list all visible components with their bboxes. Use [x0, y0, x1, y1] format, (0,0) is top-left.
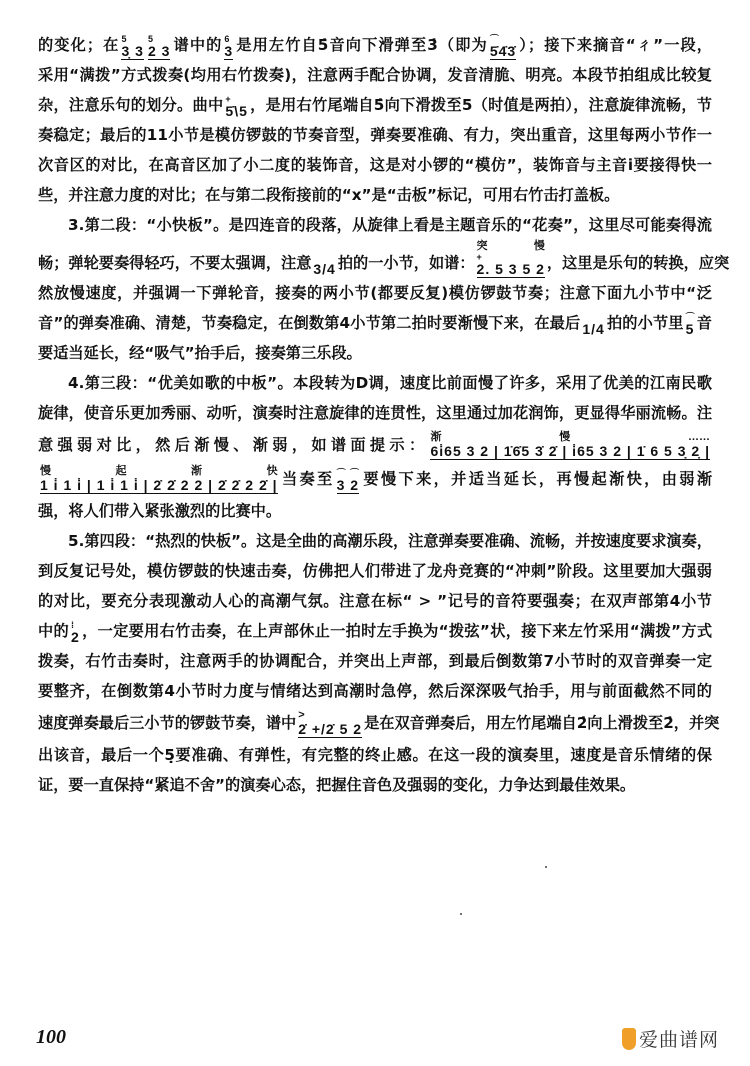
text-line — [38, 338, 712, 368]
music-notation — [337, 469, 359, 494]
notation-notes: 6i̇65 3 2 | 1̇6̇5 3̇ 2̇ | i̇65 3 2 | 1̇ 6 5 3̣ 2̣ | — [430, 443, 710, 459]
notation-notes: 1 i̇ 1 i̇ | 1 i̇ 1 i̇ | 2̇ 2̇ 2 2 | 2̇ 2̇ 2 2̇ | — [40, 477, 278, 493]
notation-notes: 5̇4̇3̇ — [489, 43, 517, 59]
text-run: 旋律，使音乐更加秀丽、动听，演奏时注意旋律的连贯性，这里通过加花润饰，更显得华丽流畅。注 — [38, 404, 712, 422]
paragraph — [38, 30, 712, 210]
music-notation — [430, 431, 710, 460]
text-line — [38, 90, 712, 120]
music-notation — [313, 253, 335, 277]
text-run: 是用左竹自5̇音向下滑弹至3̇（即为 — [235, 36, 488, 54]
music-notation — [148, 35, 170, 60]
text-run: 谱中的 — [172, 36, 223, 54]
tempo-marking: 慢起渐快 — [40, 465, 278, 477]
text-run: 要适当延长，经“吸气”抬手后，接奏第三乐段。 — [38, 344, 362, 362]
text-line — [38, 770, 712, 800]
text-run: 次音区的对比，在高音区加了小二度的装饰音，这是对小锣的“模仿”，装饰音与主音i̇要接得快一 — [38, 156, 712, 174]
tempo-marking: > — [298, 709, 305, 721]
music-notation — [477, 240, 545, 278]
music-notation — [582, 313, 604, 337]
text-run: 些，并注意力度的对比；在与第二段衔接前的“x”是“击板”标记，可用右竹击打盖板。 — [38, 186, 620, 204]
notation-notes: 3 2 — [336, 477, 360, 493]
notation-notes: 2 3 — [147, 43, 171, 59]
paragraph — [38, 368, 712, 526]
music-notation — [121, 35, 143, 60]
text-run: 音 — [696, 314, 712, 332]
text-line — [38, 120, 712, 150]
text-run: 4.第三段：“优美如歌的中板”。本段转为D调，速度比前面慢了许多，采用了优美的江南民歌 — [68, 374, 712, 392]
music-notation — [224, 35, 233, 60]
ornament-mark: ⌒ — [685, 312, 695, 322]
text-run: 当奏至 — [279, 470, 335, 488]
notation-notes: 2̇ +/2̇ 5 2 — [298, 721, 363, 737]
tempo-marking: 突慢 — [476, 240, 545, 252]
notation-notes: 5 — [685, 321, 695, 337]
text-line — [38, 368, 712, 398]
ornament-mark: ⌒ — [489, 34, 499, 44]
text-run: 意强弱对比，然后渐慢、渐弱，如谱面提示： — [38, 436, 429, 454]
notation-notes: 1/4 — [582, 321, 605, 337]
notation-notes: 3̣ 3 — [121, 43, 144, 59]
music-notation — [71, 621, 80, 645]
notation-notes: 3/4 — [313, 261, 336, 277]
ornament-mark: 5 — [147, 34, 153, 44]
music-notation — [40, 465, 278, 494]
notation-notes: 2. 5 3 5 2 — [476, 261, 545, 277]
text-run: 畅；弹轮要奏得轻巧，不要太强调，注意 — [38, 254, 312, 272]
text-run: 5.第四段：“热烈的快板”。这是全曲的高潮乐段，注意弹奏要准确、流畅，并按速度要求演奏， — [68, 532, 712, 550]
paragraph — [38, 210, 730, 368]
text-run: 的对比，要充分表现激动人心的高潮气氛。注意在标“ > ”记号的音符要强奏；在双声部第4小节 — [38, 592, 712, 610]
text-run: 奏稳定；最后的11小节是模仿锣鼓的节奏音型，弹奏要准确、有力，突出重音，这里每两小节作一 — [38, 126, 712, 144]
text-run: 3.第二段：“小快板”。是四连音的段落，从旋律上看是主题音乐的“花奏”，这里尽可能奏得流 — [68, 216, 712, 234]
text-line — [38, 526, 712, 556]
music-notation — [225, 95, 247, 119]
text-run: 的变化；在 — [38, 36, 120, 54]
text-line — [38, 308, 712, 338]
text-line — [38, 646, 712, 676]
music-notation — [490, 35, 516, 60]
watermark — [622, 1025, 719, 1052]
text-run: 拍的小节里 — [606, 314, 684, 332]
text-run: 要慢下来，并适当延长，再慢起渐快，由弱渐 — [361, 470, 713, 488]
text-line — [38, 740, 712, 770]
text-run: 速度弹奏最后三小节的锣鼓节奏，谱中 — [38, 714, 297, 732]
text-run: 采用“满拨”方式拨奏(均用右竹拨奏)，注意两手配合协调，发音清脆、明亮。本段节拍组成比较复 — [38, 66, 712, 84]
text-line — [38, 556, 712, 586]
notation-notes: 2 — [71, 629, 80, 645]
watermark-text: 爱曲谱网 — [639, 1029, 720, 1051]
text-run: 然放慢速度，并强调一下弹轮音，接奏的两小节(都要反复)模仿锣鼓节奏；注意下面九小节中“泛 — [38, 284, 712, 302]
text-line — [38, 30, 712, 60]
tempo-marking: 渐慢…… — [430, 431, 710, 443]
music-notation — [298, 709, 362, 738]
text-line — [38, 398, 712, 428]
text-run: ，一定要用右竹击奏，在上声部休止一拍时左手换为“拨弦”状，接下来左竹采用“满拨”方式 — [81, 622, 713, 640]
text-run: 杂，注意乐句的划分。曲中 — [38, 96, 224, 114]
notation-notes: 3 — [224, 43, 234, 59]
ornament-mark: + — [225, 94, 231, 104]
ornament-mark: 5 — [121, 34, 127, 44]
article-body — [38, 30, 730, 800]
text-line — [38, 180, 712, 210]
ornament-mark: ⌒⌒ — [336, 468, 360, 478]
text-run: ，这里是乐句的转换，应突 — [546, 254, 730, 272]
text-run: 拨奏，右竹击奏时，注意两手的协调配合，并突出上声部，到最后倒数第7小节时的双音弹奏一定 — [38, 652, 712, 670]
music-note-logo-icon — [622, 1028, 636, 1050]
text-line — [38, 60, 712, 90]
scan-speck — [545, 866, 547, 868]
text-line — [38, 586, 712, 616]
text-run: 到反复记号处，模仿锣鼓的快速击奏，仿佛把人们带进了龙舟竞赛的“冲刺”阶段。这里要加大强弱 — [38, 562, 712, 580]
text-line — [38, 496, 712, 526]
scan-speck — [460, 913, 462, 915]
text-line — [38, 428, 712, 462]
ornament-mark: 6 — [224, 34, 230, 44]
text-line — [38, 676, 712, 706]
text-line — [38, 462, 712, 496]
paragraph — [38, 526, 720, 800]
text-run: 中的 — [38, 622, 70, 640]
text-run: 是在双音弹奏后，用左竹尾端自2̇向上滑拨至2̇，并突 — [364, 714, 720, 732]
text-line — [38, 210, 712, 240]
text-line — [38, 240, 730, 278]
text-run: 证，要一直保持“紧追不舍”的演奏心态，把握住音色及强弱的变化，力争达到最佳效果。 — [38, 776, 636, 794]
notation-notes: 5̇\5 — [225, 103, 248, 119]
text-line — [38, 278, 712, 308]
text-run: 出该音，最后一个5̣要准确、有弹性，有完整的终止感。在这一段的演奏里，速度是音乐情绪的保 — [38, 746, 712, 764]
text-run: 拍的一小节，如谱： — [337, 254, 475, 272]
text-run: 要整齐，在倒数第4小节时力度与情绪达到高潮时急停，然后深深吸气抬手，用与前面截然不同的 — [38, 682, 712, 700]
ornament-mark: + — [476, 252, 482, 262]
text-line — [38, 706, 720, 740]
text-line — [38, 616, 712, 646]
ornament-mark: ⁞ — [71, 620, 75, 630]
text-run: 音”的弹奏准确、清楚，节奏稳定，在倒数第4小节第二拍时要渐慢下来，在最后 — [38, 314, 581, 332]
page-number: 100 — [36, 1026, 66, 1048]
text-run: ）；接下来摘音“ㄔ”一段， — [518, 36, 712, 54]
music-notation — [686, 313, 695, 337]
text-run: 强，将人们带入紧张激烈的比赛中。 — [38, 502, 281, 520]
text-run: ，是用右竹尾端自5̇向下滑拨至5（时值是两拍），注意旋律流畅，节 — [249, 96, 712, 114]
text-line — [38, 150, 712, 180]
